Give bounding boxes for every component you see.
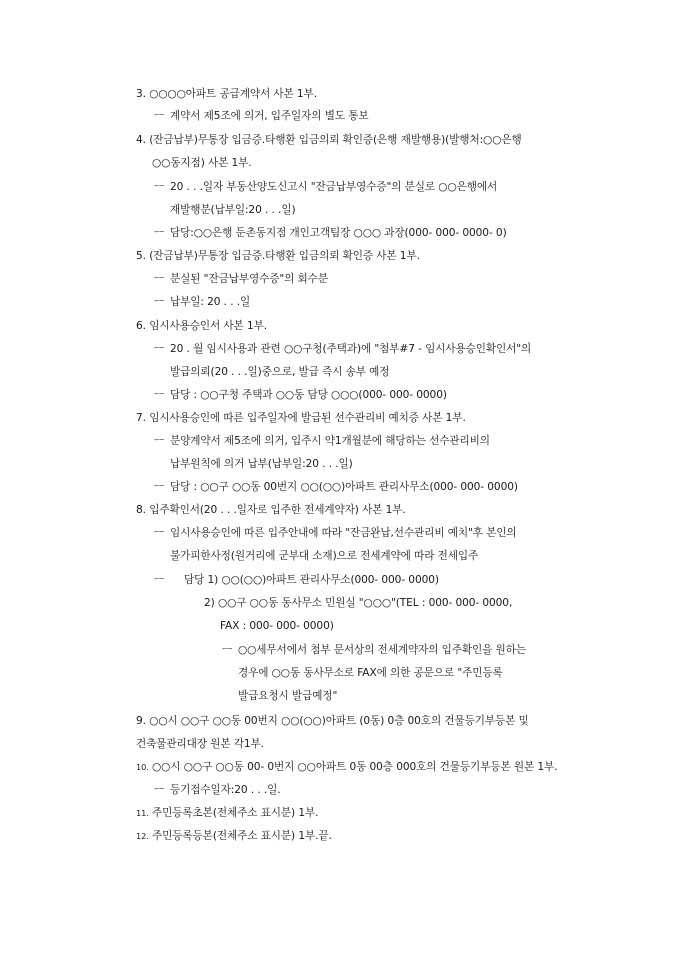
detail-text-continuation: 발급의뢰(20 . . .일)중으로, 발급 즉시 송부 예정 <box>170 366 390 378</box>
item-10 <box>136 760 557 774</box>
dash-bullet: ㅡ <box>154 435 165 447</box>
detail-text-continuation: 납부원칙에 의거 납부(납부일:20 . . .일) <box>170 458 353 470</box>
detail-text: 분양계약서 제5조에 의거, 입주시 약1개월분에 해당하는 선수관리비의 <box>170 435 490 447</box>
detail-line <box>154 526 517 540</box>
item-number: 9. <box>136 715 146 727</box>
detail-text: 20 . 월 임시사용과 관련 ○○구청(주택과)에 "첨부#7 - 임시사용승인확인서"의 <box>170 343 532 355</box>
item-8 <box>136 503 406 517</box>
item-text: 주민등록등본(전체주소 표시분) 1부.끝. <box>152 830 332 842</box>
detail-text-continuation: 재발행분(납부일:20 . . .일) <box>170 204 296 216</box>
dash-bullet: ㅡ <box>154 273 165 285</box>
note-line <box>222 643 526 657</box>
detail-line <box>154 295 250 309</box>
dash-bullet: ㅡ <box>154 296 165 308</box>
note-text: ○○세무서에서 첨부 문서상의 전세계약자의 입주확인을 원하는 <box>238 644 526 656</box>
note-text-continuation: 경우에 ○○동 동사무소로 FAX에 의한 공문으로 "주민등록 <box>238 667 503 679</box>
detail-text: 담당:○○은행 둔촌동지점 개인고객팀장 ○○○ 과장(000- 000- 0000- 0) <box>170 227 507 239</box>
dash-bullet: ㅡ <box>154 227 165 239</box>
item-text: (잔금납부)무통장 입금증.타행환 입금의뢰 확인증 사본 1부. <box>149 250 420 262</box>
item-number: 5. <box>136 250 146 262</box>
detail-text: 담당 : ○○구 ○○동 00번지 ○○(○○)아파트 관리사무소(000- 000- 0000) <box>170 481 518 493</box>
item-text: 임시사용승인에 따른 입주일자에 발급된 선수관리비 예치증 사본 1부. <box>149 412 466 424</box>
detail-line <box>154 480 518 494</box>
detail-line <box>154 342 531 356</box>
dash-bullet: ㅡ <box>154 574 165 586</box>
item-number: 4. <box>136 134 146 146</box>
dash-bullet: ㅡ <box>222 644 233 656</box>
dash-bullet: ㅡ <box>154 181 165 193</box>
item-number: 11. <box>136 808 149 818</box>
detail-text: 임시사용승인에 따른 입주안내에 따라 "잔금완납,선수관리비 예치"후 본인의 <box>170 527 517 539</box>
item-11 <box>136 806 318 820</box>
item-text: 주민등록초본(전체주소 표시분) 1부. <box>152 807 319 819</box>
item-number: 8. <box>136 504 146 516</box>
item-text-continuation: 건축물관리대장 원본 각1부. <box>136 738 264 750</box>
item-text: ○○시 ○○구 ○○동 00- 0번지 ○○아파트 0동 00층 000호의 건물등기부등본 원본 1부. <box>152 761 558 773</box>
detail-text: 20 . . .일자 부동산양도신고시 "잔금납부영수증"의 분실로 ○○은행에서 <box>170 181 498 193</box>
detail-text: 계약서 제5조에 의거, 입주일자의 별도 통보 <box>170 110 369 122</box>
detail-text: 등기접수일자:20 . . .일. <box>170 784 281 796</box>
item-text: 임시사용승인서 사본 1부. <box>149 320 267 332</box>
dash-bullet: ㅡ <box>154 343 165 355</box>
item-number: 6. <box>136 320 146 332</box>
item-text: (잔금납부)무통장 입금증.타행환 입금의뢰 확인증(은행 재발행용)(발행처:○○은행 <box>149 134 522 146</box>
detail-line <box>154 434 490 448</box>
item-3 <box>136 87 317 101</box>
item-text-continuation: ○○동지점) 사본 1부. <box>152 157 252 169</box>
item-7 <box>136 411 466 425</box>
detail-line <box>154 573 439 587</box>
item-text: 입주확인서(20 . . .일자로 입주한 전세계약자) 사본 1부. <box>149 504 406 516</box>
detail-line <box>154 783 281 797</box>
dash-bullet: ㅡ <box>154 389 165 401</box>
item-5 <box>136 249 420 263</box>
detail-text: 납부일: 20 . . .일 <box>170 296 251 308</box>
detail-text-continuation: 불가피한사정(원거리에 군부대 소재)으로 전세계약에 따라 전세입주 <box>170 550 479 562</box>
contact-line-continuation: FAX : 000- 000- 0000) <box>220 620 334 632</box>
dash-bullet: ㅡ <box>154 481 165 493</box>
item-number: 3. <box>136 88 146 100</box>
dash-bullet: ㅡ <box>154 110 165 122</box>
detail-text: 담당 : ○○구청 주택과 ○○동 담당 ○○○(000- 000- 0000) <box>170 389 447 401</box>
detail-text: 분실된 "잔금납부영수증"의 회수분 <box>170 273 328 285</box>
note-text-continuation: 발급요청시 발급예정" <box>238 690 338 702</box>
detail-line <box>154 388 447 402</box>
item-text: ○○○○아파트 공급계약서 사본 1부. <box>149 88 317 100</box>
dash-bullet: ㅡ <box>154 784 165 796</box>
dash-bullet: ㅡ <box>154 527 165 539</box>
item-text: ○○시 ○○구 ○○동 00번지 ○○(○○)아파트 (0동) 0층 00호의 건물등기부등본 및 <box>149 715 529 727</box>
item-12 <box>136 829 332 843</box>
item-number: 12. <box>136 831 149 841</box>
item-4 <box>136 133 522 147</box>
detail-line <box>154 226 507 240</box>
item-9 <box>136 714 529 728</box>
item-number: 7. <box>136 412 146 424</box>
item-number: 10. <box>136 762 149 772</box>
item-6 <box>136 319 267 333</box>
detail-text: 담당 1) ○○(○○)아파트 관리사무소(000- 000- 0000) <box>184 574 439 586</box>
detail-line <box>154 272 328 286</box>
detail-line <box>154 180 497 194</box>
contact-line: 2) ○○구 ○○동 동사무소 민원실 "○○○"(TEL : 000- 000- 0000, <box>204 597 513 609</box>
detail-line <box>154 109 369 123</box>
